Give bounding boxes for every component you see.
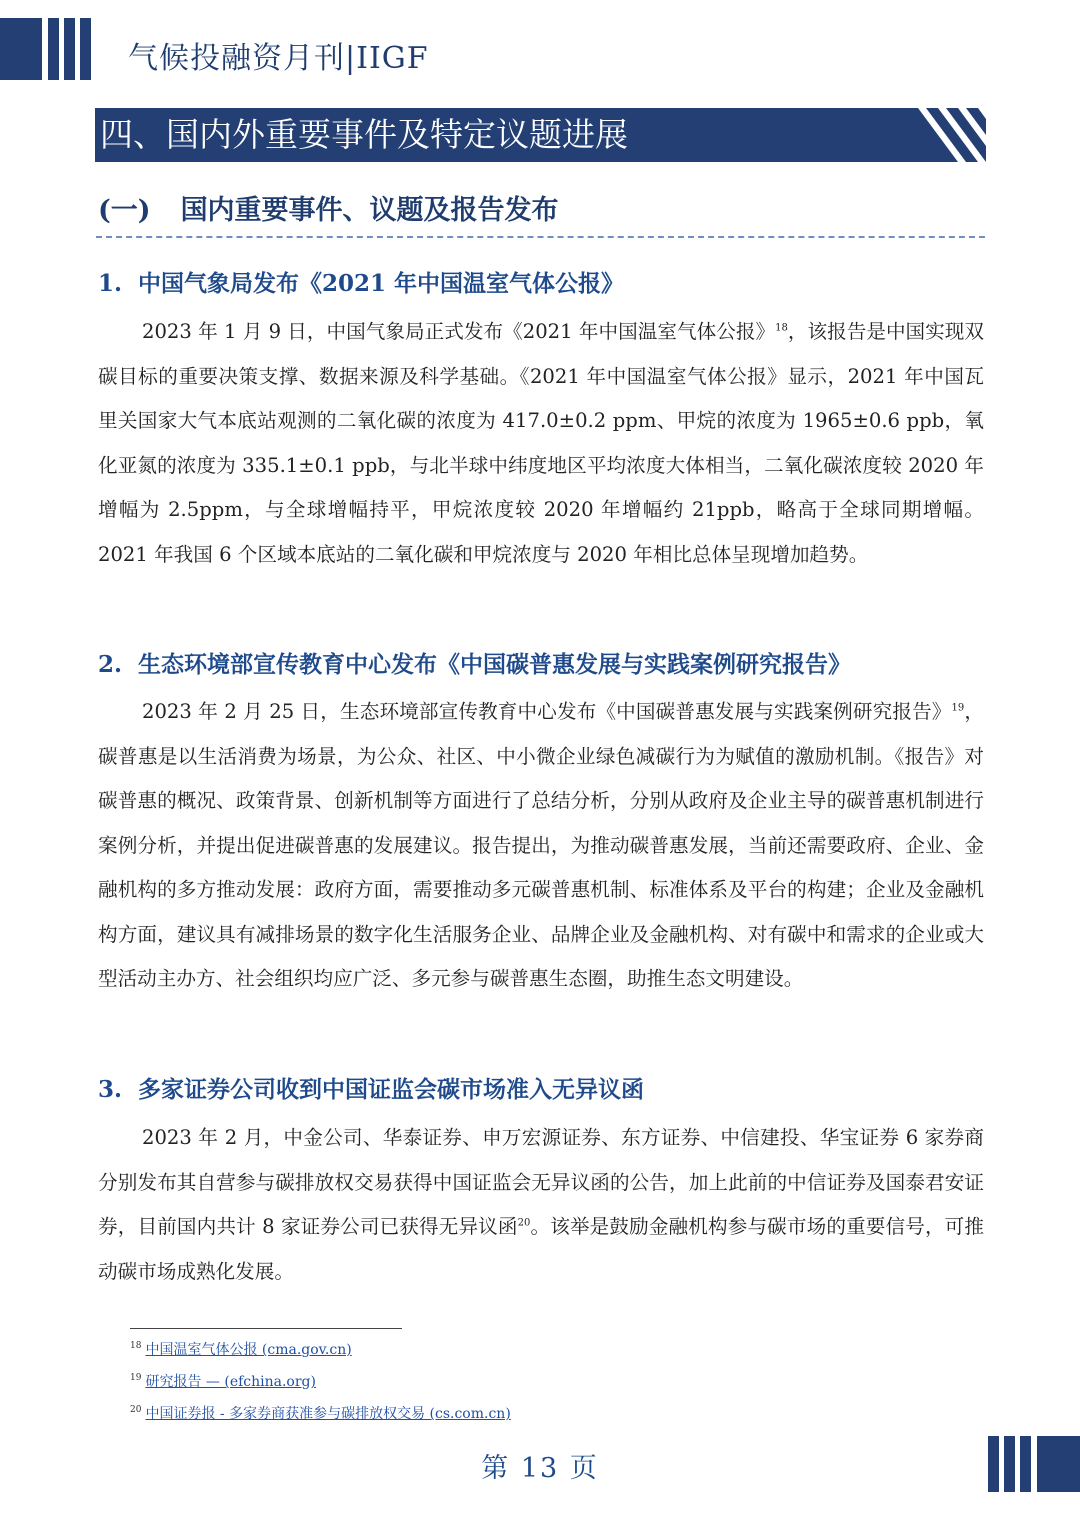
- item-number: 3.: [98, 1076, 123, 1103]
- item-title: 多家证券公司收到中国证监会碳市场准入无异议函: [138, 1076, 645, 1103]
- subsection-heading: [98, 188, 559, 227]
- footnote-link[interactable]: 研究报告 — (efchina.org): [145, 1374, 316, 1390]
- footnote-separator: [130, 1328, 402, 1329]
- item-title: 生态环境部宣传教育中心发布《中国碳普惠发展与实践案例研究报告》: [138, 651, 852, 678]
- item-paragraph-1: [98, 310, 984, 577]
- paragraph-text: 2023 年 2 月，中金公司、华泰证券、申万宏源证券、东方证券、中信建投、华宝证券 6 家券商分别发布其自营参与碳排放权交易获得中国证监会无异议函的公告，加上此前的中信证券及国泰君安证券，目前国内共计 8 家证券公司已获得无异议函: [98, 1126, 984, 1238]
- item-number: 1.: [98, 270, 123, 297]
- subsection-title: 国内重要事件、议题及报告发布: [180, 195, 559, 226]
- footnote-18: [130, 1339, 352, 1359]
- header-title: 气候投融资月刊|IIGF: [128, 41, 429, 76]
- footer-decoration-bars: [988, 1436, 1080, 1492]
- paragraph-text: 。该举是鼓励金融机构参与碳市场的重要信号，可推动碳市场成熟化发展。: [98, 1215, 984, 1283]
- footnote-19: [130, 1371, 316, 1391]
- footnote-ref-18[interactable]: 18: [775, 322, 788, 334]
- footnote-20: [130, 1403, 511, 1423]
- item-number: 2.: [98, 651, 123, 678]
- item-paragraph-3: [98, 1116, 984, 1294]
- page-number: 第 13 页: [481, 1453, 599, 1484]
- item-paragraph-2: [98, 690, 984, 1002]
- item-heading-2: [98, 646, 851, 679]
- dashed-divider: [96, 236, 985, 238]
- item-heading-1: [98, 265, 624, 298]
- header-decoration-bars: [0, 18, 100, 80]
- footnote-number: 18: [130, 1341, 142, 1352]
- footnote-number: 20: [130, 1405, 142, 1416]
- item-title: 中国气象局发布《2021 年中国温室气体公报》: [138, 270, 625, 297]
- footnote-link[interactable]: 中国证券报 - 多家券商获准参与碳排放权交易 (cs.com.cn): [145, 1406, 511, 1422]
- footnote-ref-20[interactable]: 20: [517, 1217, 531, 1229]
- footnote-ref-19[interactable]: 19: [951, 702, 965, 714]
- banner-stripes-decoration: [900, 108, 986, 162]
- footnote-link[interactable]: 中国温室气体公报 (cma.gov.cn): [145, 1342, 352, 1358]
- paragraph-text: ，该报告是中国实现双碳目标的重要决策支撑、数据来源及科学基础。《2021 年中国温室气体公报》显示，2021 年中国瓦里关国家大气本底站观测的二氧化碳的浓度为 417.0±0.2 ppm、甲烷的浓度为 1965±0.6 ppb，氧化亚氮的浓度为 335.1±0.1 ppb，与北半球中纬度地区平均浓度大体相当，二氧化碳浓度较 2020 年增幅为 2.5ppm，与全球增幅持平，甲烷浓度较 2020 年增幅约 21ppb，略高于全球同期增幅。2021 年我国 6 个区域本底站的二氧化碳和甲烷浓度与 2020 年相比总体呈现增加趋势。: [98, 320, 985, 566]
- subsection-number: (一): [98, 195, 151, 226]
- paragraph-text: 2023 年 1 月 9 日，中国气象局正式发布《2021 年中国温室气体公报》: [142, 320, 776, 343]
- section-title: 四、国内外重要事件及特定议题进展: [100, 115, 628, 154]
- item-heading-3: [98, 1071, 644, 1104]
- paragraph-text: 2023 年 2 月 25 日，生态环境部宣传教育中心发布《中国碳普惠发展与实践案例研究报告》: [142, 700, 952, 723]
- paragraph-text: ，碳普惠是以生活消费为场景，为公众、社区、中小微企业绿色减碳行为为赋值的激励机制。《报告》对碳普惠的概况、政策背景、创新机制等方面进行了总结分析，分别从政府及企业主导的碳普惠机制进行案例分析，并提出促进碳普惠的发展建议。报告提出，为推动碳普惠发展，当前还需要政府、企业、金融机构的多方推动发展：政府方面，需要推动多元碳普惠机制、标准体系及平台的构建；企业及金融机构方面，建议具有减排场景的数字化生活服务企业、品牌企业及金融机构、对有碳中和需求的企业或大型活动主办方、社会组织均应广泛、多元参与碳普惠生态圈，助推生态文明建设。: [98, 700, 985, 990]
- footnote-number: 19: [130, 1373, 142, 1384]
